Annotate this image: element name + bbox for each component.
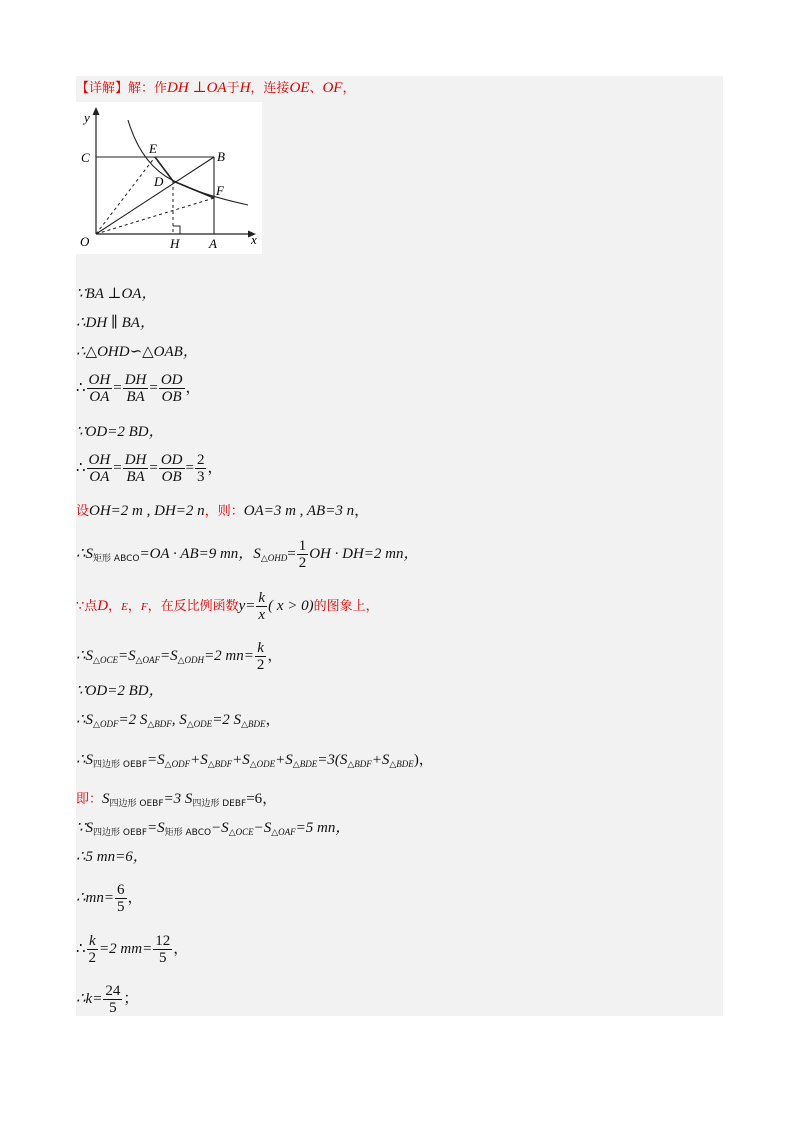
step-14: 即：$S_{四边形 OEBF}=3$ $S_{四边形 DEBF}=6$，	[76, 791, 278, 809]
step-7: 设OH=2 m , DH=2 n，则：OA=3 m , AB=3 n，	[76, 503, 370, 519]
label-y: y	[84, 110, 90, 125]
step-16: ∴5 mn=6，	[76, 849, 148, 865]
label-E: E	[149, 141, 157, 156]
step-2: ∴DH ∥ BA，	[76, 315, 155, 331]
step-3: ∴△OHD∽△OAB，	[76, 344, 198, 360]
label-O: O	[80, 234, 90, 249]
label-D: D	[154, 174, 164, 189]
step-17: ∴mn= $\frac{6}{5}$ ，	[76, 882, 143, 915]
step-5: ∵OD=2 BD，	[76, 424, 164, 440]
step-13: $\therefore S_{四边形 OEBF}=S_{\triangle ODF}+S_{\triangle BDF}+S_{\triangle ODE}+S_{\triangle BDE}=3(S_{\triangle BDF}+S_{\triangle BDE})$，	[76, 752, 434, 770]
label-A: A	[209, 236, 217, 251]
step-4: ∴ $\frac{OH}{OA}$ = $\frac{DH}{BA}$ = $\frac{OD}{OB}$ ，	[76, 372, 201, 405]
step-8: $\therefore S_{矩形 ABCO}=OA \cdot AB=9$ mn，$S_{\triangle OHD}=$ $\frac{1}{2}$ OH · DH=2 mn，	[76, 538, 419, 571]
label-x: x	[251, 232, 257, 247]
step-19: ∴k= $\frac{24}{5}$ ；	[76, 983, 139, 1016]
step-6: ∴ $\frac{OH}{OA}$ = $\frac{DH}{BA}$ = $\frac{OD}{OB}$ = $\frac{2}{3}$ ，	[76, 452, 223, 485]
label-C: C	[81, 150, 90, 165]
step-1: ∵BA ⊥OA，	[76, 286, 157, 302]
step-11: ∵OD=2 BD，	[76, 683, 164, 699]
detail-tag: 【详解】	[76, 81, 129, 96]
step-10: $\therefore S_{\triangle OCE}=S_{\triangle OAF}=S_{\triangle ODH}=2$ mn= $\frac{k}{2}$ ，	[76, 640, 283, 673]
solution-heading: 【详解】解：作DH ⊥OA于H，连接OE、OF，	[76, 80, 356, 96]
geometry-figure	[76, 102, 262, 254]
step-12: $\therefore S_{\triangle ODF}=2$ $S_{\triangle BDF}$, $S_{\triangle ODE}=2$ $S_{\triangle BDE}$，	[76, 712, 281, 729]
label-H: H	[170, 236, 180, 251]
step-15: $\because S_{四边形 OEBF}=S_{矩形 ABCO}-S_{\triangle OCE}-S_{\triangle OAF}=5$ mn，	[76, 820, 351, 838]
label-B: B	[217, 149, 225, 164]
step-18: ∴ $\frac{k}{2}$ =2 mm= $\frac{12}{5}$ ，	[76, 933, 189, 966]
label-F: F	[216, 183, 224, 198]
step-9: ∵点D，E，F，在反比例函数y= $\frac{k}{x}$ ( x > 0)的图象上，	[76, 590, 379, 623]
